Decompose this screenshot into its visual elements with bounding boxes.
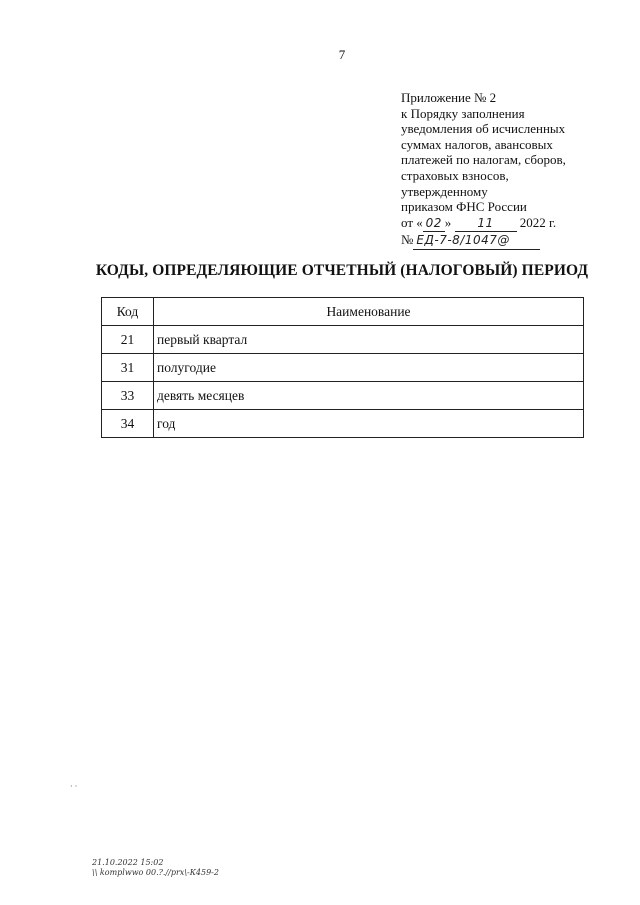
print-footer [92,858,219,878]
row-name: девять месяцев [154,382,584,410]
annex-block [401,90,601,250]
date-year: 2022 г. [519,214,557,230]
annex-line: приказом ФНС России [401,199,527,215]
number-prefix: № [401,232,414,248]
table-header-row [102,298,584,326]
date-month: 11 [455,216,517,233]
row-code: 31 [102,354,154,382]
footer-path: \\ komplwwo 00.?.//prx\-К459-2 [92,868,219,877]
date-prefix: от « [401,214,423,230]
footer-timestamp: 21.10.2022 15:02 [92,858,164,867]
order-date [401,215,601,233]
header-name: Наименование [154,298,584,326]
table-row [102,326,584,354]
annex-line: уведомления об исчисленных [401,121,566,137]
header-code: Код [102,298,154,326]
stray-mark: · · [70,782,78,791]
order-number [401,232,601,250]
annex-line: утвержденному [401,183,488,199]
document-title: КОДЫ, ОПРЕДЕЛЯЮЩИЕ ОТЧЕТНЫЙ (НАЛОГОВЫЙ) ПЕРИОД [95,262,589,279]
row-code: 33 [102,382,154,410]
page-number: 7 [338,47,346,62]
date-day: 02 [423,216,445,233]
row-name: год [154,410,584,438]
table-row [102,382,584,410]
row-code: 34 [102,410,154,438]
annex-title: Приложение № 2 [401,90,497,105]
row-name: первый квартал [154,326,584,354]
annex-line: суммах налогов, авансовых [401,136,553,152]
annex-line: страховых взносов, [401,167,509,183]
annex-line: платежей по налогам, сборов, [401,152,566,168]
row-name: полугодие [154,354,584,382]
date-mid: » [444,214,452,230]
number-value: ЕД-7-8/1047@ [413,233,540,250]
period-codes-table [101,297,584,438]
row-code: 21 [102,326,154,354]
table-row [102,354,584,382]
table-row [102,410,584,438]
annex-line: к Порядку заполнения [401,105,525,121]
